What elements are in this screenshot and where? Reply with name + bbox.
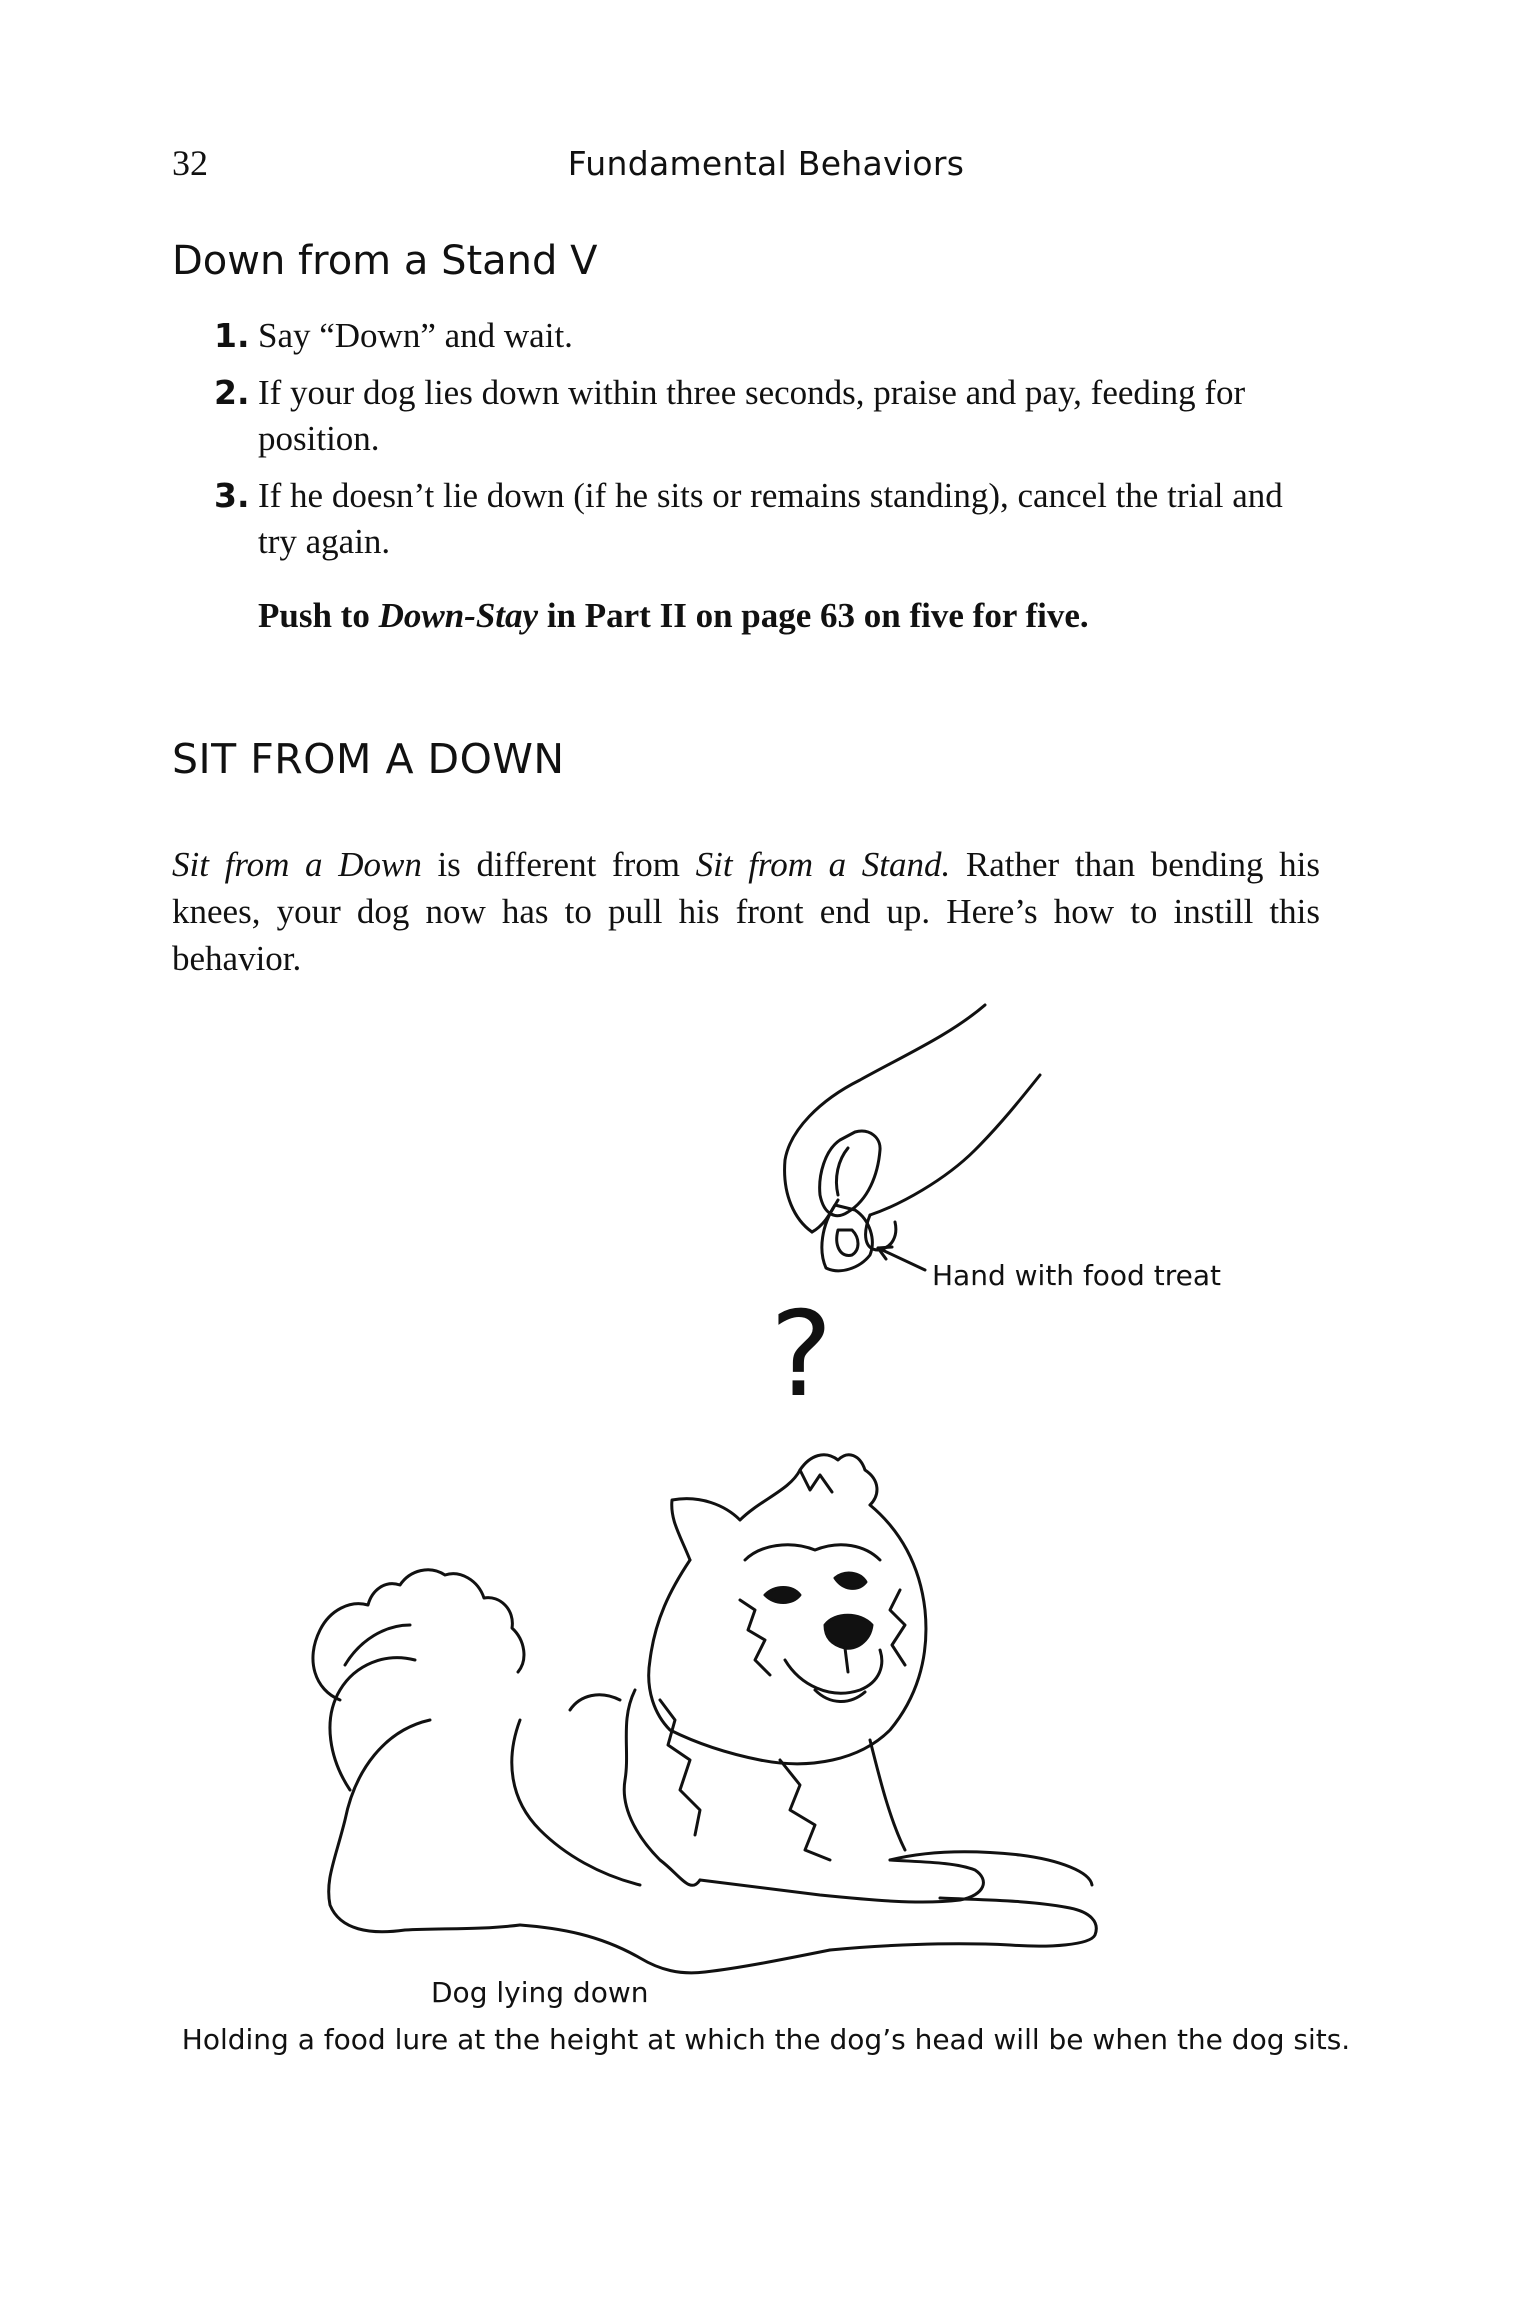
figure-caption: Holding a food lure at the height at which the dog’s head will be when the dog sits. (181, 2023, 1351, 2056)
arrow-icon (878, 1247, 925, 1270)
dog-label: Dog lying down (431, 1976, 649, 2009)
steps-list (210, 313, 1330, 576)
step-item (210, 370, 1330, 462)
intro-text-1: is different from (421, 845, 696, 884)
step-text: If he doesn’t lie down (if he sits or remains standing), cancel the trial and try again. (258, 476, 1283, 561)
push-note (258, 596, 1089, 636)
running-title: Fundamental Behaviors (567, 144, 965, 183)
step-text: Say “Down” and wait. (258, 316, 573, 355)
major-heading: SIT FROM A DOWN (172, 735, 565, 783)
question-mark: ? (770, 1285, 833, 1423)
intro-italic-1: Sit from a Down (172, 845, 422, 884)
step-number: 2. (214, 373, 250, 412)
section-heading: Down from a Stand V (172, 238, 598, 284)
step-text: If your dog lies down within three seconds, praise and pay, feeding for position. (258, 373, 1246, 458)
step-item (210, 473, 1330, 565)
dog-icon (313, 1455, 1096, 1973)
step-number: 3. (214, 476, 250, 515)
hand-label: Hand with food treat (932, 1259, 1221, 1292)
push-note-before: Push to (258, 596, 379, 635)
page-number: 32 (172, 143, 208, 183)
push-note-emphasis: Down-Stay (378, 596, 539, 635)
push-note-after: in Part II on page 63 on five for five. (538, 596, 1089, 635)
step-number: 1. (214, 316, 250, 355)
intro-text-2: Rather than bending his knees, your dog now has to pull his front end up. Here’s how to instill this behavior. (172, 845, 1320, 978)
intro-paragraph (172, 841, 1320, 982)
hand-icon (785, 1005, 1040, 1271)
step-item (210, 313, 1330, 359)
intro-italic-2: Sit from a Stand. (695, 845, 951, 884)
